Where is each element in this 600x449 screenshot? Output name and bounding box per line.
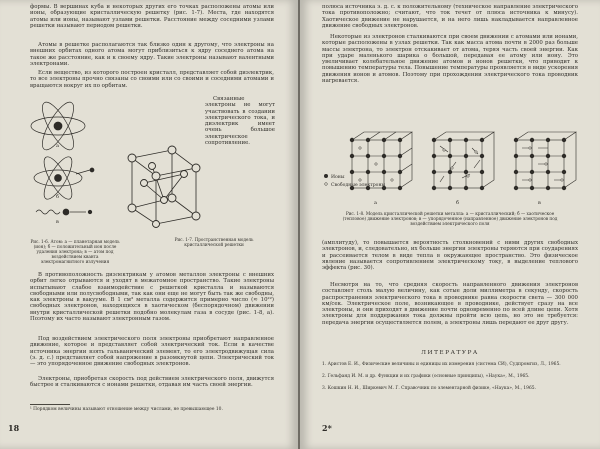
figure-label: а [374,200,377,206]
reference-item: 2. Гельфанд И. М. и др. Функции и их графики (основные принципы), «Наука», М., 1965. [322,374,530,379]
right-page [300,0,600,449]
legend-ion-marker [324,174,328,178]
paragraph: Электроны, приобретая скорость под действием электрического поля, движутся быстрее и сталкиваются с ионами решетки, отдавая им часть своей энергии. [30,376,274,389]
paragraph: формы. В вершинах куба и некоторых других его точках расположены атомы или ионы, образующие кристаллическую решетку (рис. 1-7). Места, где находятся атомы или ионы, называют узлами решетки. Расстояние между соседними узлами решетки называют периодом решетки. [30,4,274,29]
paragraph: Атомы в решетке располагаются так близко один к другому, что электроны на внешних орбитах одного атома могут приблизиться к ядру соседнего атома на такое же расстояние, как и к своему ядру. Такие электроны называют валентными электронами. [30,42,274,67]
legend-label: Свободные электроны [331,183,386,188]
left-page [0,0,298,449]
paragraph: Связанные электроны не могут участвовать в создании электрического тока, и диэлектрик имеет очень большое электрическое сопротивление. [205,96,275,147]
paragraph: Под воздействием электрического поля электроны приобретают направленное движение, которое и представляет собой электрический ток. Если в качестве источника энергии взять гальванический элемент, то его электродвижущая сила (э. д. с.) представляет собой напряжение в разомкнутой цепи. Электрический ток — это упорядоченное движение свободных электронов. [30,336,274,368]
figure-label: б [56,194,60,200]
footnote-rule [30,404,70,405]
paragraph: Несмотря на то, что средняя скорость направленного движения электронов составляет столь малую величину, как сотые доли миллиметра в секунду, скорость распространения электрического тока в проводнике равна скорости света — 300 000 км/сек. Электрическое поле, возникающее в проводнике, действует сразу на все электроны, и они приходят в движение почти одновременно по всей длине цепи. Хотя электроны для поддержания тока должны пройти всю цепь, но это не требуется: передача энергии осуществляется полем, а электроны лишь передают ее друг другу. [322,282,578,326]
legend-electron-marker [325,183,328,186]
figure-caption: Рис. 1-6. Атом: а — планетарная модель (ион); б — положительный ион после удаления электрона; в — атом под воздействием кванта электромагнитного излучения [30,239,120,264]
figure-metal-lattice [322,128,578,210]
footnote: ¹ Порядком величины называют отношение между числами, не превышающее 10. [30,407,223,412]
paragraph: (амплитуду), то повышается вероятность столкновений с ними других свободных электронов, и, следовательно, их больше энергии электроны теряются при соударениях и рассеивается телом в виде тепла в окружающее пространство. Это физическое явление называется сопротивлением электрическому току, в выделение теплового эффекта (рис. 30). [322,240,578,272]
figure-label: а [56,143,59,149]
legend-label: Ионы [331,175,345,180]
figure-atom-models [30,96,112,240]
paragraph: Некоторые из электронов сталкиваются при своем движении с атомами или ионами, которые расположены в узлах решетки. Так как масса атома почти в 2000 раз больше массы электрона, то электрон отскакивает от атома, теряя часть своей энергии. Как при ударе маленького шарика о большой, передавая ее атому или иону. Это увеличивает колебательное движение атомов и ионов решетки, что приводит к повышению температуры тела. Повышение температуры проявляется в виде ускорения движения ионов и атомов. Поэтому при прохождении электрического тока проводник нагревается. [322,34,578,85]
paragraph: В противоположность диэлектрикам у атомов металлов электроны с внешних орбит легко отрываются и уходят в межатомное пространство. Такие электроны испытывают слабое взаимодействие с решеткой кристалла и называются свободными или полусвободными, так как они еще не могут быть так же свободны, как электроны в вакууме. В 1 см³ металла содержится примерно число (≈ 10²²) свободных электронов, находящихся в хаотическом (беспорядочном) движении внутри кристаллической решетки подобно молекулам газа в сосуде (рис. 1-8, а). Поэтому их часто называют электронным газом. [30,272,274,323]
figure-caption: Рис. 1-7. Пространственная модель кристаллической решетки [174,237,254,247]
figure-label: б [456,200,460,206]
reference-item: 1. Аристов Е. И., Физические величины и единицы их измерения (система СИ), Судпромгиз, Л., 1965. [322,362,561,367]
figure-label: в [56,219,59,225]
reference-item: 3. Кошкин Н. И., Ширкевич М. Г. Справочник по элементарной физике, «Наука», М., 1965. [322,386,536,391]
figure-caption: Рис. 1-8. Модель кристаллической решетки металла: а — кристаллический; б — хаотическое (тепловое) движение электронов; в — упорядоченное (направленное) движение электронов под воздействием электрического поля [342,211,558,226]
figure-crystal-lattice [118,128,206,228]
paragraph: полюса источника э. д. с. к положительному (техническое направление электрического тока противоположно; считают, что ток течет от плюса источника к минусу). Хаотическое движение не нарушается, и на него лишь накладывается направленное движение свободных электронов. [322,4,578,29]
paragraph: Если вещество, из которого построен кристалл, представляет собой диэлектрик, то все электроны прочно связаны со своими или со своими и соседними атомами и вращаются вокруг их по орбитам. [30,70,274,89]
figure-label: в [538,200,541,206]
page-number: 2* [322,423,332,433]
section-heading: ЛИТЕРАТУРА [421,350,479,356]
page-number: 18 [8,423,20,433]
